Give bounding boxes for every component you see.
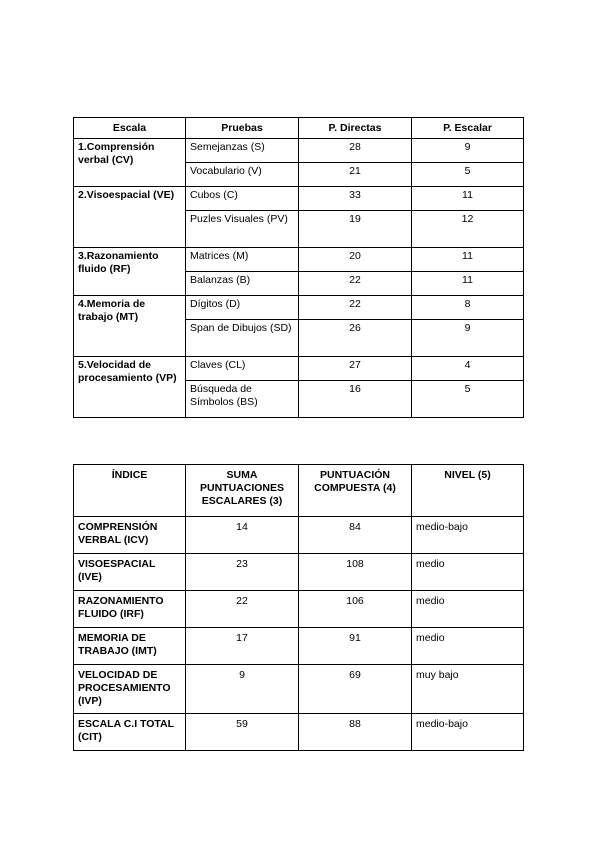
table-row xyxy=(74,591,524,628)
header-indice: ÍNDICE xyxy=(74,465,186,517)
scale-vp: 5.Velocidad de procesamiento (VP) xyxy=(74,357,186,418)
direct-score: 21 xyxy=(299,163,412,187)
table-row xyxy=(74,139,524,163)
indices-table xyxy=(73,464,524,751)
scaled-sum: 9 xyxy=(186,665,299,714)
index-name: VISOESPACIAL (IVE) xyxy=(74,554,186,591)
scaled-score: 5 xyxy=(412,163,524,187)
direct-score: 27 xyxy=(299,357,412,381)
test-name: Búsqueda de Símbolos (BS) xyxy=(186,381,299,418)
index-name: COMPRENSIÓN VERBAL (ICV) xyxy=(74,517,186,554)
table-row xyxy=(74,296,524,320)
header-p-directas: P. Directas xyxy=(299,118,412,139)
direct-score: 33 xyxy=(299,187,412,211)
index-name: ESCALA C.I TOTAL (CIT) xyxy=(74,714,186,751)
scaled-sum: 59 xyxy=(186,714,299,751)
composite-score: 84 xyxy=(299,517,412,554)
scaled-score: 8 xyxy=(412,296,524,320)
composite-score: 91 xyxy=(299,628,412,665)
level: medio xyxy=(412,554,524,591)
composite-score: 106 xyxy=(299,591,412,628)
direct-score: 26 xyxy=(299,320,412,357)
level: medio-bajo xyxy=(412,517,524,554)
scaled-sum: 17 xyxy=(186,628,299,665)
test-name: Cubos (C) xyxy=(186,187,299,211)
scaled-score: 4 xyxy=(412,357,524,381)
header-p-escalar: P. Escalar xyxy=(412,118,524,139)
direct-score: 22 xyxy=(299,272,412,296)
table-row xyxy=(74,628,524,665)
scaled-sum: 23 xyxy=(186,554,299,591)
direct-score: 28 xyxy=(299,139,412,163)
direct-score: 16 xyxy=(299,381,412,418)
table-row xyxy=(74,714,524,751)
level: muy bajo xyxy=(412,665,524,714)
header-nivel: NIVEL (5) xyxy=(412,465,524,517)
table-row xyxy=(74,357,524,381)
level: medio xyxy=(412,591,524,628)
scaled-sum: 14 xyxy=(186,517,299,554)
scaled-score: 5 xyxy=(412,381,524,418)
level: medio-bajo xyxy=(412,714,524,751)
direct-score: 20 xyxy=(299,248,412,272)
subtests-table xyxy=(73,117,524,418)
direct-score: 22 xyxy=(299,296,412,320)
scale-rf: 3.Razonamiento fluido (RF) xyxy=(74,248,186,296)
scaled-score: 11 xyxy=(412,187,524,211)
table-row xyxy=(74,517,524,554)
table-row xyxy=(74,248,524,272)
direct-score: 19 xyxy=(299,211,412,248)
composite-score: 108 xyxy=(299,554,412,591)
header-pruebas: Pruebas xyxy=(186,118,299,139)
test-name: Balanzas (B) xyxy=(186,272,299,296)
table-row xyxy=(74,665,524,714)
test-name: Claves (CL) xyxy=(186,357,299,381)
test-name: Semejanzas (S) xyxy=(186,139,299,163)
indices-header-row xyxy=(74,465,524,517)
test-name: Matrices (M) xyxy=(186,248,299,272)
composite-score: 69 xyxy=(299,665,412,714)
header-puntuacion-compuesta: PUNTUACIÓN COMPUESTA (4) xyxy=(299,465,412,517)
scaled-sum: 22 xyxy=(186,591,299,628)
scaled-score: 9 xyxy=(412,320,524,357)
index-name: VELOCIDAD DE PROCESAMIENTO (IVP) xyxy=(74,665,186,714)
table-row xyxy=(74,554,524,591)
scaled-score: 9 xyxy=(412,139,524,163)
scaled-score: 11 xyxy=(412,272,524,296)
test-name: Vocabulario (V) xyxy=(186,163,299,187)
test-name: Span de Dibujos (SD) xyxy=(186,320,299,357)
level: medio xyxy=(412,628,524,665)
header-escala: Escala xyxy=(74,118,186,139)
scaled-score: 12 xyxy=(412,211,524,248)
test-name: Dígitos (D) xyxy=(186,296,299,320)
index-name: MEMORIA DE TRABAJO (IMT) xyxy=(74,628,186,665)
header-suma-puntuaciones: SUMA PUNTUACIONES ESCALARES (3) xyxy=(186,465,299,517)
test-name: Puzles Visuales (PV) xyxy=(186,211,299,248)
table-row xyxy=(74,187,524,211)
composite-score: 88 xyxy=(299,714,412,751)
scaled-score: 11 xyxy=(412,248,524,272)
subtests-header-row xyxy=(74,118,524,139)
scale-cv: 1.Comprensión verbal (CV) xyxy=(74,139,186,187)
index-name: RAZONAMIENTO FLUIDO (IRF) xyxy=(74,591,186,628)
scale-ve: 2.Visoespacial (VE) xyxy=(74,187,186,248)
scale-mt: 4.Memoria de trabajo (MT) xyxy=(74,296,186,357)
